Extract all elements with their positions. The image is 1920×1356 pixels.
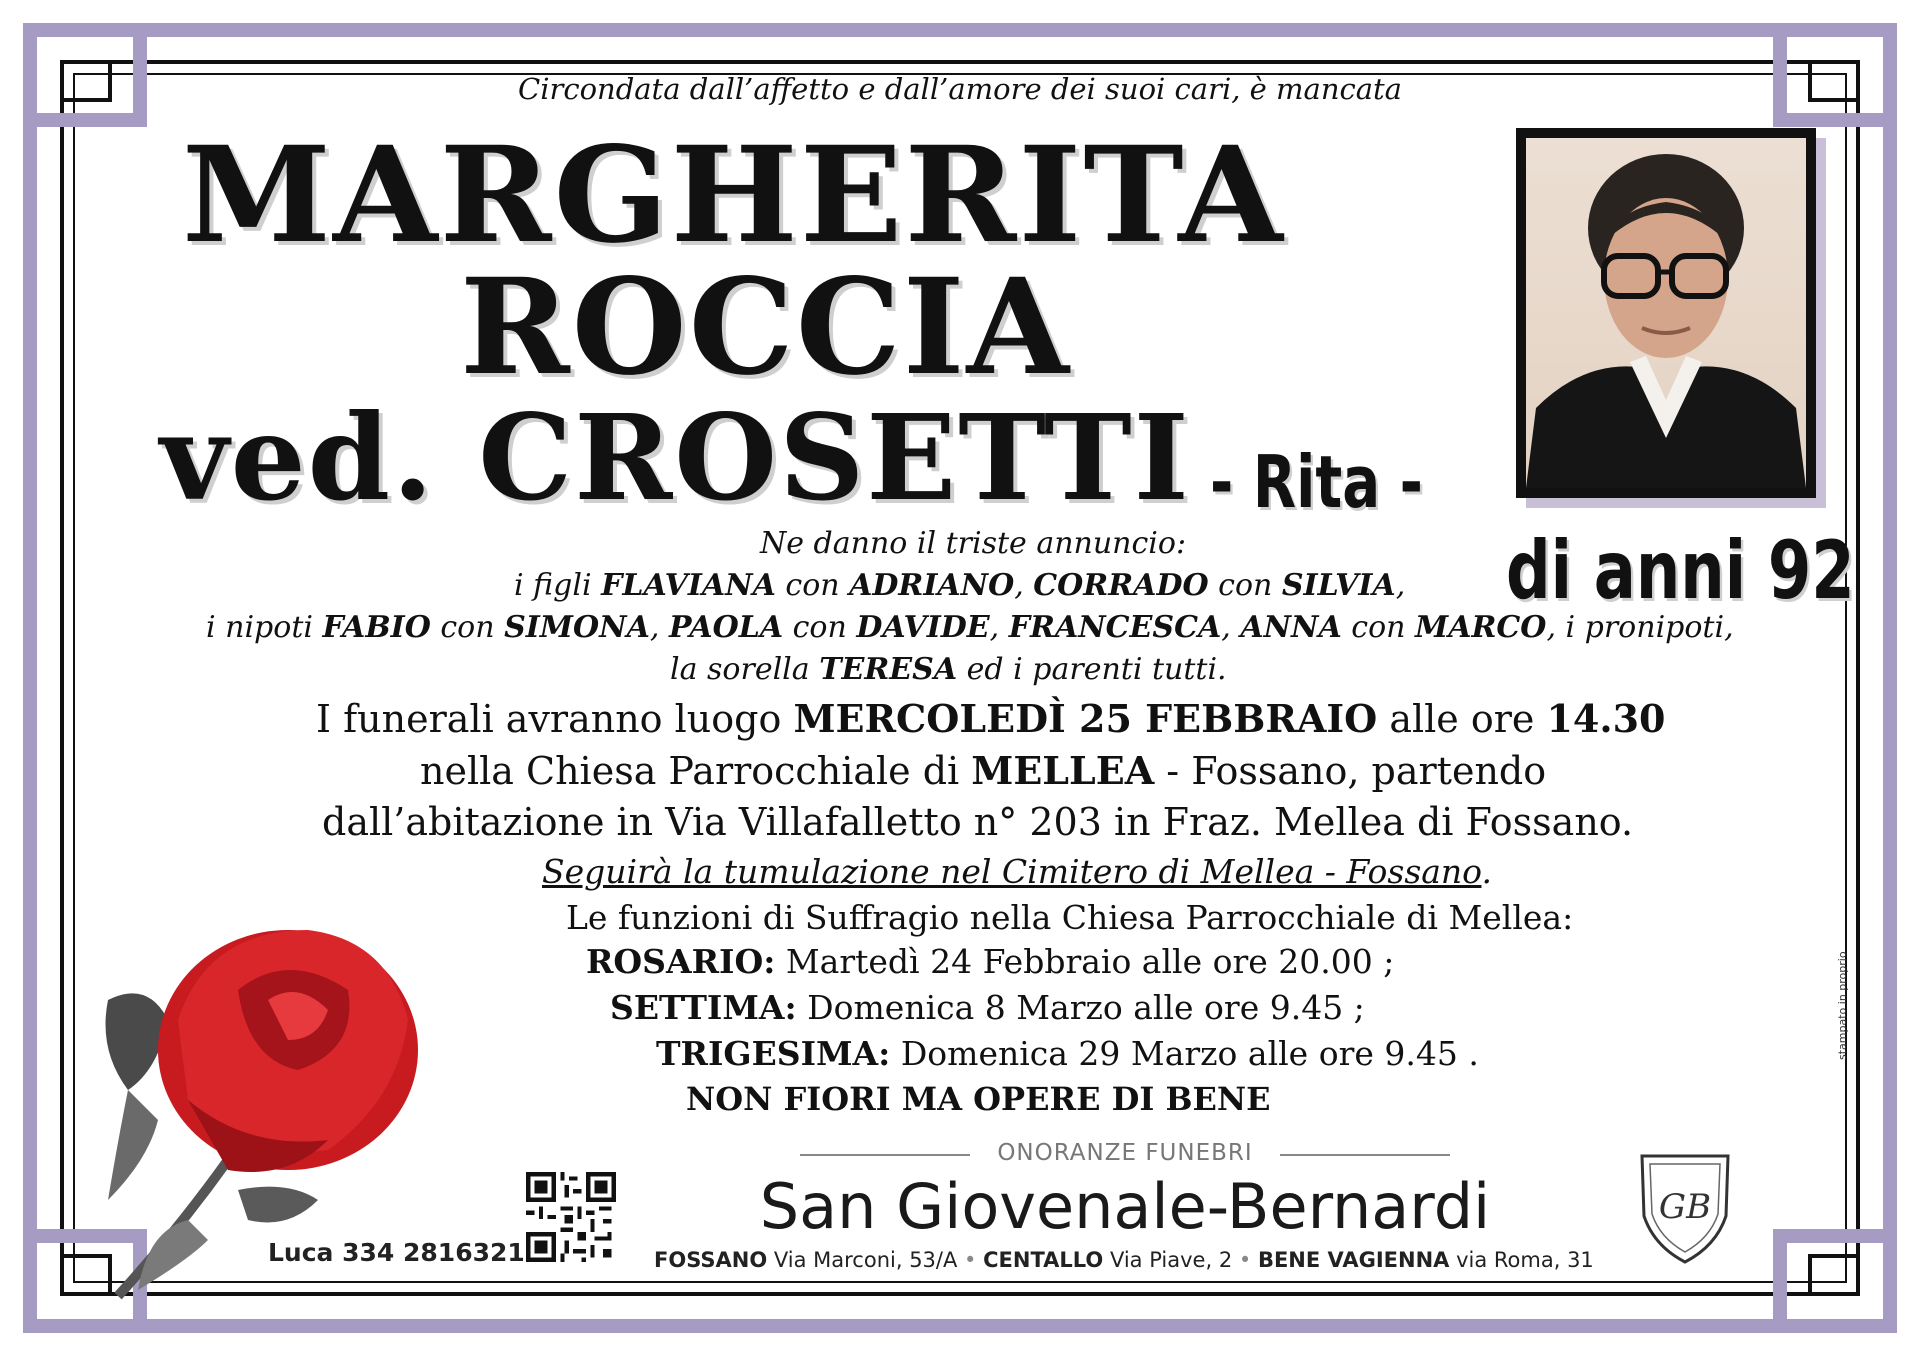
burial-line	[542, 852, 1492, 891]
logo-monogram: GB	[1658, 1187, 1712, 1227]
address-city: FOSSANO	[654, 1248, 768, 1272]
announce-name: DAVIDE	[856, 610, 990, 645]
address-separator: •	[1232, 1248, 1258, 1272]
address-street: Via Piave, 2	[1103, 1248, 1233, 1272]
announce-name: CORRADO	[1033, 568, 1209, 603]
funeral-text: nella Chiesa Parrocchiale di	[420, 749, 972, 793]
announce-text: ed i parenti tutti.	[957, 652, 1227, 687]
burial-period: .	[1481, 852, 1492, 891]
service-detail: Domenica 29 Marzo alle ore 9.45 .	[890, 1034, 1479, 1073]
announce-heading: Ne danno il triste annuncio:	[760, 526, 1187, 561]
announce-text: , i pronipoti,	[1546, 610, 1734, 645]
announce-name: TERESA	[819, 652, 958, 687]
service-label: SETTIMA:	[610, 988, 797, 1027]
funeral-church-line	[420, 748, 1546, 793]
deceased-nickname: - Rita -	[1210, 440, 1423, 524]
deceased-first-name: MARGHERITA	[182, 118, 1285, 273]
funeral-text: alle ore	[1377, 697, 1547, 741]
burial-text: Seguirà la tumulazione nel Cimitero di Mellea - Fossano	[542, 852, 1482, 891]
announce-name: FABIO	[322, 610, 431, 645]
no-flowers-note: NON FIORI MA OPERE DI BENE	[686, 1080, 1271, 1118]
qr-code[interactable]	[526, 1172, 616, 1262]
announce-name: PAOLA	[668, 610, 784, 645]
funeral-address-line: dall’abitazione in Via Villafalletto n° 203 in Fraz. Mellea di Fossano.	[322, 800, 1634, 844]
announce-sister	[670, 652, 1227, 687]
announce-name: SILVIA	[1281, 568, 1396, 603]
age-label: di anni 92	[1506, 524, 1855, 617]
funeral-name: MERCOLEDÌ 25 FEBBRAIO	[793, 696, 1378, 741]
address-street: Via Marconi, 53/A	[767, 1248, 958, 1272]
funeral-name: 14.30	[1546, 696, 1666, 741]
announce-children	[514, 568, 1405, 603]
announce-name: FLAVIANA	[601, 568, 776, 603]
address-street: via Roma, 31	[1449, 1248, 1594, 1272]
announce-text: ,	[1014, 568, 1034, 603]
announce-name: ADRIANO	[849, 568, 1015, 603]
announce-text: con	[783, 610, 857, 645]
funeral-text: I funerali avranno luogo	[316, 697, 794, 741]
announce-text: la sorella	[670, 652, 820, 687]
announce-text: con	[775, 568, 850, 603]
announce-text: i figli	[514, 568, 602, 603]
funeral-text: - Fossano, partendo	[1154, 749, 1547, 793]
company-name: San Giovenale-Bernardi	[759, 1170, 1491, 1243]
print-note: stampato in proprio	[1836, 951, 1849, 1060]
announce-text: con	[1208, 568, 1282, 603]
intro-text: Circondata dall’affetto e dall’amore dei suoi cari, è mancata	[518, 72, 1402, 106]
service-detail: Domenica 8 Marzo alle ore 9.45 ;	[796, 988, 1365, 1027]
announce-text: ,	[989, 610, 1009, 645]
announce-name: MARCO	[1415, 610, 1547, 645]
announce-text: con	[1341, 610, 1415, 645]
suffrage-heading: Le funzioni di Suffragio nella Chiesa Parrocchiale di Mellea:	[566, 898, 1574, 937]
announce-name: SIMONA	[504, 610, 650, 645]
announce-text: con	[430, 610, 505, 645]
company-addresses	[654, 1248, 1594, 1272]
announce-text: ,	[1395, 568, 1406, 603]
announce-text: ,	[1221, 610, 1241, 645]
announce-text: i nipoti	[206, 610, 323, 645]
announce-name: ANNA	[1240, 610, 1342, 645]
service-label: TRIGESIMA:	[656, 1034, 891, 1073]
service-trigesima	[656, 1034, 1479, 1073]
service-rosario	[586, 942, 1394, 981]
company-tagline: ONORANZE FUNEBRI	[997, 1140, 1253, 1166]
address-separator: •	[957, 1248, 984, 1272]
company-logo	[1636, 1146, 1734, 1266]
service-label: ROSARIO:	[586, 942, 776, 981]
service-settima	[610, 988, 1365, 1027]
address-city: BENE VAGIENNA	[1257, 1248, 1450, 1272]
funeral-name: MELLEA	[971, 748, 1155, 793]
announce-text: ,	[649, 610, 669, 645]
announce-grandchildren	[206, 610, 1734, 645]
deceased-married-name: ved. CROSETTI	[160, 388, 1191, 527]
service-detail: Martedì 24 Febbraio alle ore 20.00 ;	[775, 942, 1395, 981]
funeral-date-line	[316, 696, 1665, 741]
announce-name: FRANCESCA	[1008, 610, 1222, 645]
contact-phone: Luca 334 2816321	[268, 1238, 525, 1267]
deceased-last-name: ROCCIA	[460, 250, 1071, 405]
deceased-photo	[1516, 128, 1816, 498]
address-city: CENTALLO	[983, 1248, 1104, 1272]
